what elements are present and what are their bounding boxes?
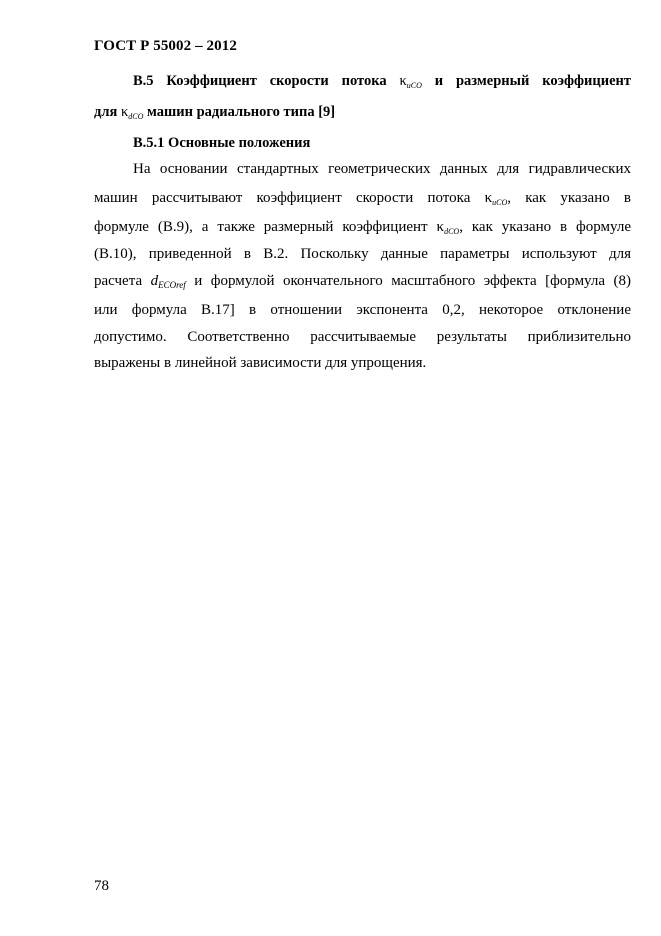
section-heading-line2-start: для <box>94 104 118 120</box>
kappa-symbol: $\kappa_{uCO}$ <box>399 73 422 90</box>
paragraph-line-6: или формула В.17] в отношении экспонента 0,2, некоторое отклонение <box>94 302 631 318</box>
paragraph-line-7: допустимо. Соответственно рассчитываемые результаты приблизительно <box>94 329 631 345</box>
paragraph-line-5: расчета $d_{ECOref}$ и формулой окончательного масштабного эффекта [формула (8) <box>94 273 631 290</box>
paragraph-line-4: (В.10), приведенной в В.2. Поскольку данные параметры используют для <box>94 246 631 262</box>
kappa-symbol: $\kappa_{uCO}$ <box>484 190 508 207</box>
section-heading-text-end: и размерный коэффициент <box>434 73 632 89</box>
section-heading-text-start: В.5 Коэффициент скорости потока <box>133 73 387 89</box>
kappa-symbol: $\kappa_{dCO}$ <box>120 104 144 121</box>
paragraph-line-8: выражены в линейной зависимости для упрощения. <box>94 355 427 371</box>
document-header: ГОСТ Р 55002 – 2012 <box>94 38 237 54</box>
paragraph-line-2: машин рассчитывают коэффициент скорости потока $\kappa_{uCO}$, как указано в <box>94 190 632 207</box>
d-eco-ref-symbol: $d_{ECOref}$ <box>150 273 186 290</box>
paragraph-line-3: формуле (В.9), а также размерный коэффициент $\kappa_{dCO}$, как указано в формуле <box>94 219 632 236</box>
page-number: 78 <box>94 878 109 894</box>
paragraph-line-1: На основании стандартных геометрических данных для гидравлических <box>133 161 631 177</box>
kappa-symbol: $\kappa_{dCO}$ <box>436 219 460 236</box>
section-heading-line2 <box>94 104 631 121</box>
section-heading-line2-end: машин радиального типа [9] <box>147 104 336 120</box>
subsection-heading: В.5.1 Основные положения <box>133 135 311 151</box>
section-heading-line1 <box>94 73 631 90</box>
